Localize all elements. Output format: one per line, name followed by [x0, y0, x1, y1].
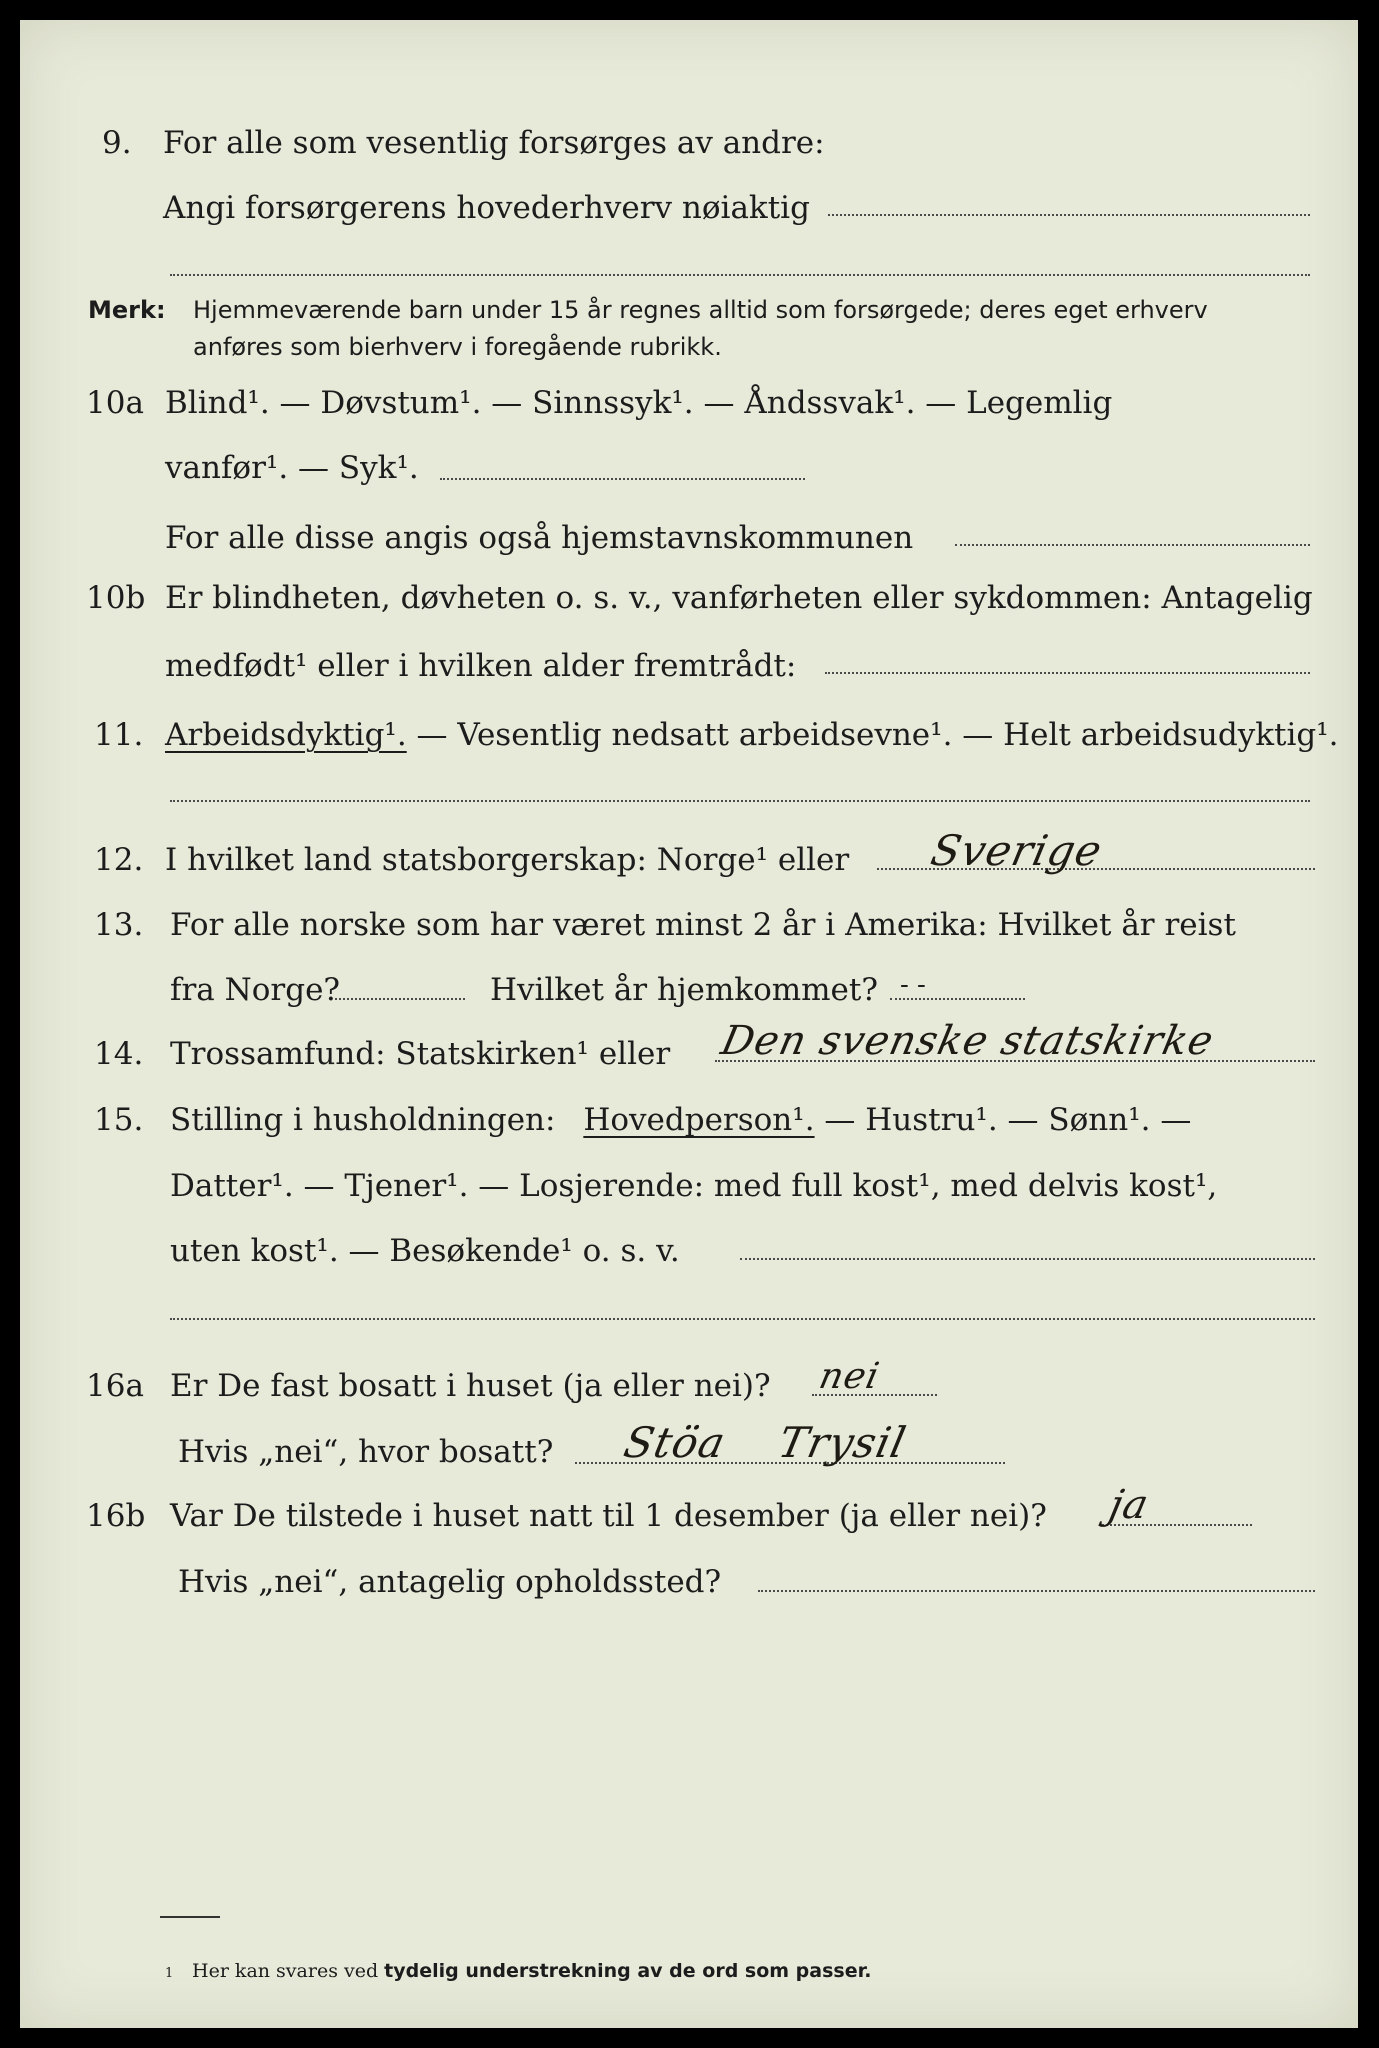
- q13-line2b: Hvilket år hjemkommet?: [490, 972, 878, 1008]
- q15-underlined-answer: Hovedperson¹.: [583, 1102, 815, 1138]
- q14-number: 14.: [94, 1036, 144, 1072]
- q11-answer-line: [170, 800, 1310, 802]
- q10a-number: 10a: [86, 385, 144, 421]
- merk-label: Merk:: [88, 296, 166, 324]
- q14-text: Trossamfund: Statskirken¹ eller: [170, 1036, 671, 1072]
- q12-number: 12.: [94, 842, 144, 878]
- q13-line1: For alle norske som har været minst 2 år i Amerika: Hvilket år reist: [170, 907, 1236, 943]
- q11-underlined-answer: Arbeidsdyktig¹.: [165, 717, 407, 753]
- q16b-line2: Hvis „nei“, antagelig opholdssted?: [178, 1564, 722, 1600]
- q9-answer-line-2: [170, 274, 1310, 276]
- q15-line1: [170, 1102, 1191, 1138]
- q12-handwritten-answer: Sverige: [926, 826, 1107, 875]
- q9-answer-line: [828, 214, 1310, 216]
- q15-line3: uten kost¹. — Besøkende¹ o. s. v.: [170, 1233, 680, 1269]
- merk-line1: Hjemmeværende barn under 15 år regnes alltid som forsørgede; deres eget erhverv: [193, 296, 1208, 324]
- q15-number: 15.: [94, 1102, 144, 1138]
- q16a-handwritten-bosatt: Stöa Trysil: [619, 1418, 911, 1467]
- q13-number: 13.: [94, 907, 144, 943]
- q12-text: I hvilket land statsborgerskap: Norge¹ eller: [165, 842, 850, 878]
- footnote-normal: Her kan svares ved: [192, 1960, 379, 1982]
- q14-handwritten-answer: Den svenske statskirke: [717, 1018, 1218, 1064]
- q15-line2: Datter¹. — Tjener¹. — Losjerende: med full kost¹, med delvis kost¹,: [170, 1168, 1218, 1204]
- q10b-line2: medfødt¹ eller i hvilken alder fremtrådt:: [165, 648, 797, 684]
- footnote-separator: [160, 1916, 220, 1918]
- q16b-handwritten-answer: ja: [1105, 1482, 1154, 1528]
- q10b-line1: Er blindheten, døvheten o. s. v., vanførheten eller sykdommen: Antagelig: [165, 580, 1313, 616]
- q10a-kommune-line: [955, 544, 1310, 546]
- q10a-line3: For alle disse angis også hjemstavnskommunen: [165, 520, 914, 556]
- footnote-bold: tydelig understrekning av de ord som passer.: [384, 1960, 872, 1982]
- census-form-page: [20, 20, 1358, 2028]
- q10a-answer-line: [440, 478, 805, 480]
- q9-number: 9.: [102, 125, 132, 161]
- q16a-line1: Er De fast bosatt i huset (ja eller nei)?: [170, 1368, 771, 1404]
- q11-rest: — Vesentlig nedsatt arbeidsevne¹. — Helt arbeidsudyktig¹.: [406, 717, 1339, 753]
- merk-line2: anføres som bierhverv i foregående rubrikk.: [193, 333, 722, 361]
- q13-reist-line: [335, 998, 465, 1000]
- q10b-number: 10b: [86, 580, 146, 616]
- q15-answer-line-2: [170, 1318, 1315, 1320]
- q11-number: 11.: [94, 717, 144, 753]
- q10a-line1: Blind¹. — Døvstum¹. — Sinnssyk¹. — Åndssvak¹. — Legemlig: [165, 385, 1113, 421]
- q16a-number: 16a: [86, 1368, 144, 1404]
- q11-text: [165, 717, 1339, 753]
- q16b-opholdssted-line: [758, 1590, 1315, 1592]
- footnote-mark: 1: [165, 1966, 174, 1981]
- footnote-text: [192, 1960, 871, 1982]
- q15-line1c: — Hustru¹. — Sønn¹. —: [814, 1102, 1192, 1138]
- q15-answer-line: [740, 1258, 1315, 1260]
- q15-line1a: Stilling i husholdningen:: [170, 1102, 556, 1138]
- q16a-handwritten-answer: nei: [815, 1356, 884, 1397]
- q13-handwritten-answer: - -: [900, 970, 926, 1000]
- q10b-answer-line: [825, 672, 1310, 674]
- q10a-line2: vanfør¹. — Syk¹.: [165, 450, 419, 486]
- q16b-number: 16b: [86, 1498, 146, 1534]
- q16a-line2: Hvis „nei“, hvor bosatt?: [178, 1434, 554, 1470]
- q16b-line1: Var De tilstede i huset natt til 1 desember (ja eller nei)?: [170, 1498, 1047, 1534]
- q13-line2a: fra Norge?: [170, 972, 341, 1008]
- q9-line2: Angi forsørgerens hovederhverv nøiaktig: [163, 190, 810, 226]
- q9-line1: For alle som vesentlig forsørges av andre:: [163, 125, 825, 161]
